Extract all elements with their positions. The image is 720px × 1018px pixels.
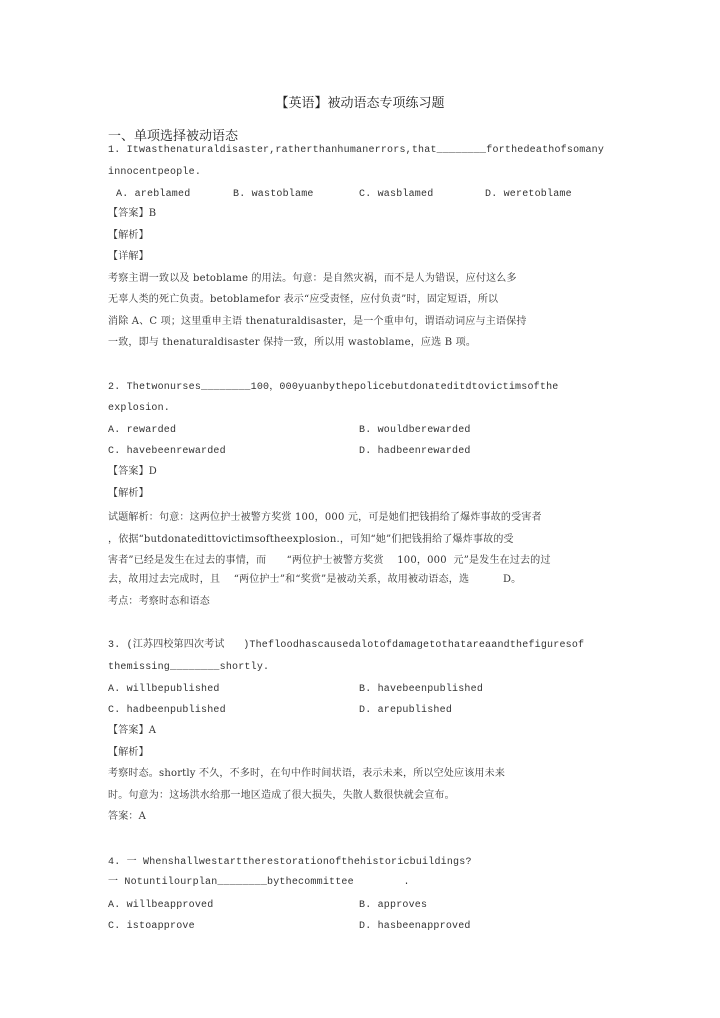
q2-explanation: ，依据“butdonatedittovictimsoftheexplosion.，可知“她”们把钱捐给了爆炸事故的受 — [108, 534, 514, 545]
q2-option-c: C. havebeenrewarded — [108, 446, 226, 457]
q3-option-c: C. hadbeenpublished — [108, 705, 226, 716]
q1-answer: 【答案】B — [108, 208, 157, 219]
q1-option-a: A. areblamed — [116, 189, 191, 200]
q2-answer: 【答案】D — [108, 466, 158, 477]
q3-analysis-label: 【解析】 — [108, 747, 149, 758]
q1-detail-label: 【详解】 — [108, 251, 149, 262]
q3-explanation: 考察时态。shortly 不久，不多时，在句中作时间状语，表示未来，所以空处应该用未来 — [108, 768, 506, 779]
question-4-stem: 4. 一 Whenshallwestarttherestorationofthehistoricbuildings? — [108, 857, 472, 868]
q2-explanation: 试题解析：句意：这两位护士被警方奖赏 100，000 元，可是她们把钱捐给了爆炸事故的受害者 — [108, 512, 542, 523]
question-1-stem: 1. Itwasthenaturaldisaster,ratherthanhumanerrors,that________forthedeathofsomany — [108, 145, 605, 156]
q1-analysis-label: 【解析】 — [108, 230, 149, 241]
document-title: 【英语】被动语态专项练习题 — [275, 96, 445, 111]
q4-option-d: D. hasbeenapproved — [359, 921, 471, 932]
q2-point: 考点：考察时态和语态 — [108, 596, 210, 607]
q2-explanation: 害者”已经是发生在过去的事情，而 “两位护士被警方奖赏 100，000 元”是发生在过去的过 — [108, 555, 551, 566]
q2-option-d: D. hadbeenrewarded — [359, 446, 471, 457]
q1-option-b: B. wastoblame — [233, 189, 314, 200]
q1-explanation: 消除 A、C 项；这里重申主语 thenaturaldisaster，是一个重申句，谓语动词应与主语保持 — [108, 316, 527, 327]
question-3-stem: 3. (江苏四校第四次考试 )Thefloodhascausedalotofdamagetothatareaandthefiguresof — [108, 640, 585, 651]
q3-option-a: A. willbepublished — [108, 684, 220, 695]
q2-option-b: B. wouldberewarded — [359, 425, 471, 436]
q1-explanation: 考察主谓一致以及 betoblame 的用法。句意：是自然灾祸，而不是人为错误，应付这么多 — [108, 273, 517, 284]
question-2-stem: 2. Thetwonurses________100，000yuanbythepolicebutdonateditdtovictimsofthe — [108, 382, 559, 393]
q3-answer: 【答案】A — [108, 725, 157, 736]
question-3-stem: themissing________shortly. — [108, 662, 270, 673]
question-1-stem: innocentpeople. — [108, 167, 202, 178]
q3-explanation: 时。句意为：这场洪水给那一地区造成了很大损失，失散人数很快就会宣布。 — [108, 790, 455, 801]
q2-explanation: 去，故用过去完成时，且 “两位护士”和“奖赏”是被动关系，故用被动语态，选 D。 — [108, 574, 522, 585]
question-4-stem: 一 Notuntilourplan________bythecommittee . — [108, 877, 410, 888]
section-heading: 一、单项选择被动语态 — [108, 129, 239, 144]
q4-option-c: C. istoapprove — [108, 921, 195, 932]
q4-option-a: A. willbeapproved — [108, 900, 214, 911]
q2-analysis-label: 【解析】 — [108, 488, 149, 499]
q1-option-d: D. weretoblame — [485, 189, 572, 200]
q3-option-b: B. havebeenpublished — [359, 684, 484, 695]
question-2-stem: explosion. — [108, 403, 171, 414]
q1-explanation: 一致，即与 thenaturaldisaster 保持一致，所以用 wastoblame，应选 B 项。 — [108, 337, 477, 348]
q4-option-b: B. approves — [359, 900, 428, 911]
q1-explanation: 无辜人类的死亡负责。betoblamefor 表示“应受责怪，应付负责”时，固定短语，所以 — [108, 294, 499, 305]
q3-option-d: D. arepublished — [359, 705, 453, 716]
q3-final-answer: 答案：A — [108, 811, 147, 822]
q2-option-a: A. rewarded — [108, 425, 177, 436]
q1-option-c: C. wasblamed — [359, 189, 434, 200]
